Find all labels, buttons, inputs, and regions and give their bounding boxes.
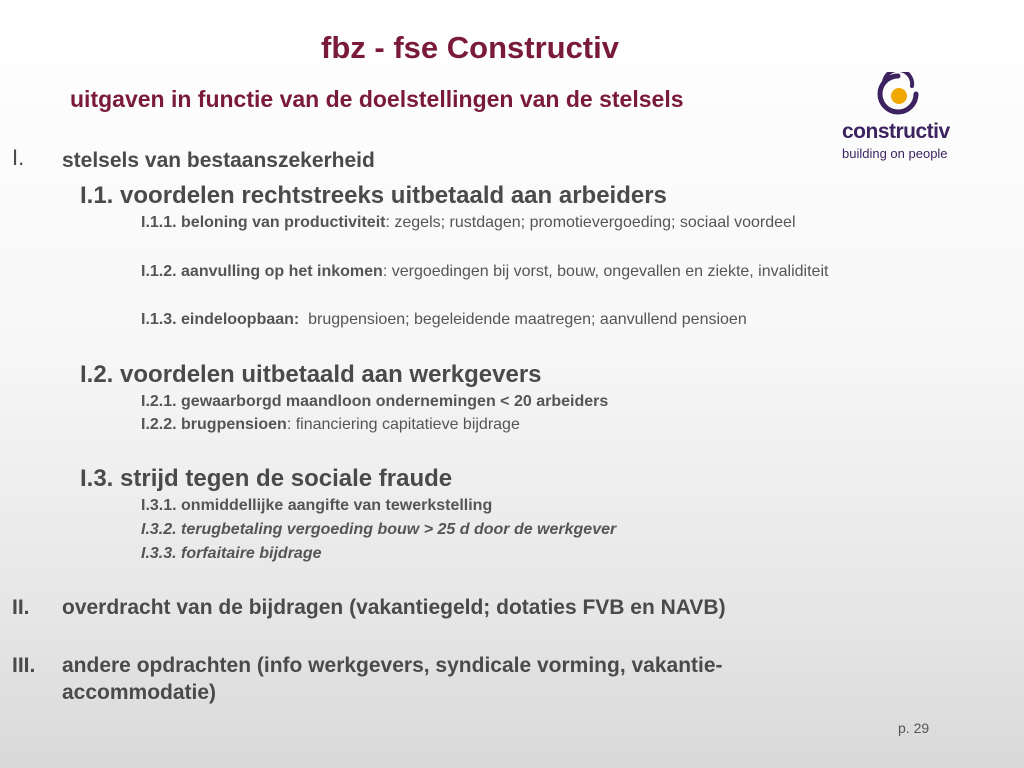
item-1-1-1-text: : zegels; rustdagen; promotievergoeding; sociaal voordeel bbox=[385, 214, 796, 231]
item-1-3-3 bbox=[141, 545, 322, 563]
item-1-3-1-title: I.3.1. onmiddellijke aangifte van tewerkstelling bbox=[141, 497, 493, 514]
item-1-3-3-title: I.3.3. forfaitaire bijdrage bbox=[141, 545, 322, 562]
item-1-1-1 bbox=[141, 214, 796, 232]
item-1-1-2-text: : vergoedingen bij vorst, bouw, ongevallen en ziekte, invaliditeit bbox=[382, 263, 829, 280]
section-2-label: overdracht van de bijdragen (vakantiegeld; dotaties FVB en NAVB) bbox=[62, 596, 726, 619]
item-1-3-2-title: I.3.2. terugbetaling vergoeding bouw > 25 d door de werkgever bbox=[141, 521, 617, 538]
logo-wordmark: constructiv bbox=[842, 120, 950, 143]
item-1-2-2-text: : financiering capitatieve bijdrage bbox=[286, 416, 520, 433]
constructiv-logo-icon bbox=[872, 72, 924, 116]
section-1-label: stelsels van bestaanszekerheid bbox=[62, 149, 375, 172]
item-1-1-2 bbox=[141, 263, 828, 281]
item-1-1-3-title: I.1.3. eindeloopbaan: bbox=[141, 311, 300, 328]
subsection-1-2-heading: I.2. voordelen uitbetaald aan werkgevers bbox=[80, 361, 542, 388]
item-1-1-3 bbox=[141, 311, 747, 329]
slide-title: fbz - fse Constructiv bbox=[321, 30, 619, 65]
item-1-3-2 bbox=[141, 521, 616, 539]
subsection-1-3-heading: I.3. strijd tegen de sociale fraude bbox=[80, 465, 453, 492]
section-3-label-line-2: accommodatie) bbox=[62, 681, 217, 704]
item-1-1-2-title: I.1.2. aanvulling op het inkomen bbox=[141, 263, 383, 280]
item-1-1-3-text: brugpensioen; begeleidende maatregen; aanvullend pensioen bbox=[299, 311, 747, 328]
slide-subtitle: uitgaven in functie van de doelstellingen van de stelsels bbox=[70, 86, 684, 112]
section-1-number: I. bbox=[12, 145, 25, 170]
subsection-1-1-heading: I.1. voordelen rechtstreeks uitbetaald aan arbeiders bbox=[80, 182, 667, 209]
page-number: p. 29 bbox=[898, 720, 930, 736]
section-3-number: III. bbox=[12, 654, 36, 677]
item-1-3-1 bbox=[141, 497, 492, 515]
item-1-2-2-title: I.2.2. brugpensioen bbox=[141, 416, 287, 433]
item-1-2-1-title: I.2.1. gewaarborgd maandloon ondernemingen < 20 arbeiders bbox=[141, 393, 609, 410]
section-2-number: II. bbox=[12, 596, 30, 619]
item-1-2-2 bbox=[141, 416, 520, 434]
logo-tagline: building on people bbox=[842, 146, 948, 161]
section-3-label-line-1: andere opdrachten (info werkgevers, syndicale vorming, vakantie- bbox=[62, 654, 723, 677]
item-1-2-1 bbox=[141, 393, 608, 411]
constructiv-logo bbox=[842, 72, 972, 164]
item-1-1-1-title: I.1.1. beloning van productiviteit bbox=[141, 214, 386, 231]
